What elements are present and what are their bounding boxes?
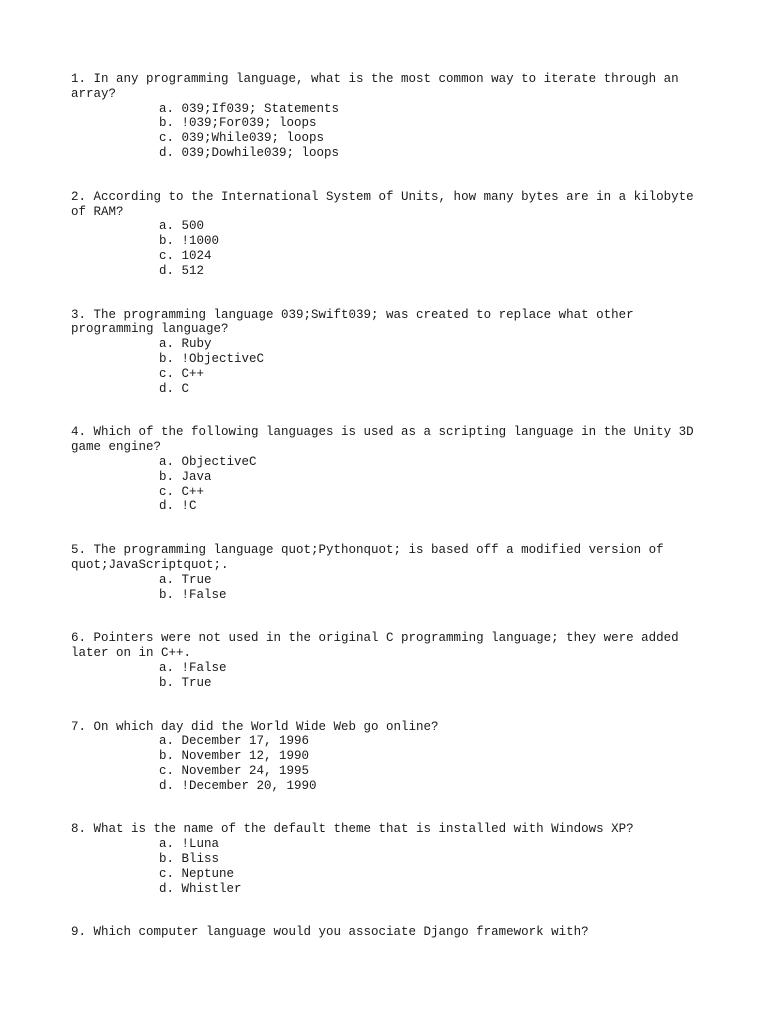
- answer-options: [71, 661, 711, 691]
- answer-option: a. 039;If039; Statements: [159, 101, 340, 116]
- question-text: 6. Pointers were not used in the original C programming language; they were added later on in C++.: [71, 631, 679, 661]
- answer-option: b. !039;For039; loops: [159, 116, 317, 131]
- answer-option: d. C: [159, 381, 190, 396]
- question-2: [71, 190, 711, 279]
- answer-option: a. !False: [159, 660, 227, 675]
- answer-option: c. C++: [159, 484, 205, 499]
- answer-option: d. 512: [159, 263, 205, 278]
- answer-options: [71, 734, 711, 793]
- question-text: 3. The programming language 039;Swift039; was created to replace what other programming language?: [71, 307, 634, 337]
- answer-option: b. Bliss: [159, 852, 220, 867]
- answer-option: c. November 24, 1995: [159, 763, 310, 778]
- answer-option: d. !December 20, 1990: [159, 778, 317, 793]
- question-5: [71, 543, 711, 602]
- answer-options: [71, 837, 711, 896]
- question-text: 8. What is the name of the default theme that is installed with Windows XP?: [71, 822, 634, 837]
- answer-options: [71, 573, 711, 603]
- answer-option: c. Neptune: [159, 866, 235, 881]
- question-7: [71, 720, 711, 794]
- answer-option: b. !1000: [159, 234, 220, 249]
- answer-option: b. True: [159, 675, 212, 690]
- answer-options: [71, 219, 711, 278]
- answer-option: a. True: [159, 572, 212, 587]
- answer-option: a. Ruby: [159, 337, 212, 352]
- answer-option: d. 039;Dowhile039; loops: [159, 145, 340, 160]
- answer-options: [71, 102, 711, 161]
- answer-option: a. ObjectiveC: [159, 454, 257, 469]
- answer-option: b. !ObjectiveC: [159, 351, 265, 366]
- answer-option: d. Whistler: [159, 881, 242, 896]
- answer-option: c. 1024: [159, 248, 212, 263]
- answer-option: d. !C: [159, 499, 197, 514]
- question-3: [71, 308, 711, 397]
- question-text: 4. Which of the following languages is used as a scripting language in the Unity 3D game engine?: [71, 425, 694, 455]
- answer-option: b. Java: [159, 469, 212, 484]
- answer-option: c. 039;While039; loops: [159, 131, 325, 146]
- question-text: 7. On which day did the World Wide Web go online?: [71, 719, 439, 734]
- answer-option: a. !Luna: [159, 837, 220, 852]
- question-text: 5. The programming language quot;Pythonquot; is based off a modified version of quot;JavaScriptquot;.: [71, 543, 664, 572]
- question-text: 1. In any programming language, what is the most common way to iterate through an array?: [71, 72, 679, 101]
- answer-option: c. C++: [159, 366, 205, 381]
- answer-option: b. November 12, 1990: [159, 749, 310, 764]
- quiz-document: [71, 72, 711, 969]
- answer-options: [71, 337, 711, 396]
- question-8: [71, 822, 711, 896]
- question-4: [71, 425, 711, 514]
- question-6: [71, 631, 711, 690]
- answer-options: [71, 455, 711, 514]
- question-9: [71, 925, 711, 940]
- answer-option: b. !False: [159, 587, 227, 602]
- question-1: [71, 72, 711, 161]
- question-text: 2. According to the International System of Units, how many bytes are in a kilobyte of RAM?: [71, 189, 694, 219]
- answer-option: a. 500: [159, 219, 205, 234]
- answer-option: a. December 17, 1996: [159, 734, 310, 749]
- question-text: 9. Which computer language would you associate Django framework with?: [71, 925, 589, 940]
